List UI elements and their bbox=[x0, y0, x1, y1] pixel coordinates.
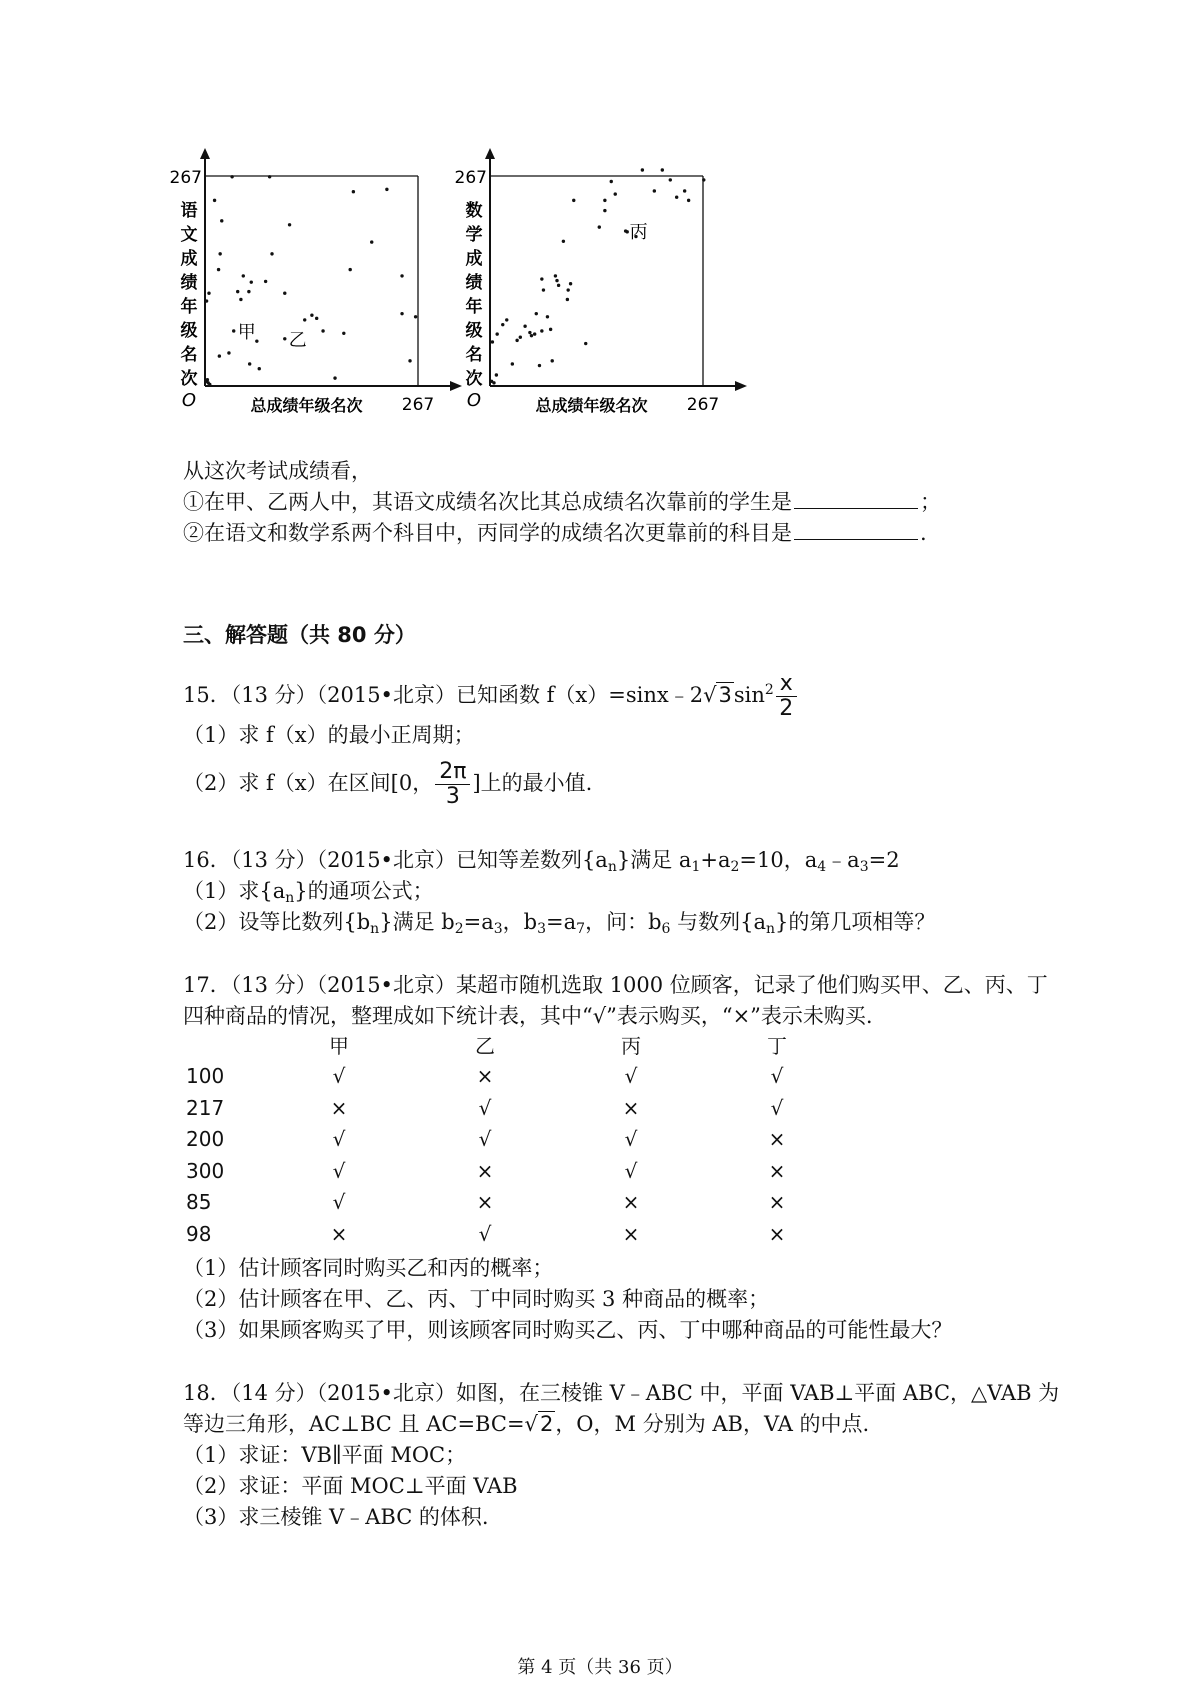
y-axis-label-char: 绩 bbox=[180, 273, 198, 293]
data-point bbox=[538, 364, 541, 367]
question-17-stem-line-1: 17．（13 分）（2015•北京）某超市随机选取 1000 位顾客，记录了他们购买甲、乙、丙、丁 bbox=[183, 973, 1048, 997]
question-16-part-1: （1）求$\{a_n\}$的通项公式； bbox=[183, 879, 434, 906]
table-count-cell: 217 bbox=[186, 1095, 225, 1120]
y-max-tick-label: 267 bbox=[454, 168, 487, 188]
origin-label: O bbox=[466, 390, 481, 411]
table-mark-cell: × bbox=[768, 1221, 786, 1246]
data-point bbox=[569, 282, 572, 285]
data-point bbox=[385, 188, 388, 191]
x-max-tick-label: 267 bbox=[401, 395, 435, 415]
data-point bbox=[551, 359, 554, 362]
table-count-cell: 200 bbox=[186, 1127, 225, 1152]
y-axis-label-char: 次 bbox=[180, 369, 198, 389]
table-mark-cell: × bbox=[330, 1095, 348, 1120]
table-mark-cell: × bbox=[622, 1190, 640, 1215]
y-axis-label-char: 数 bbox=[465, 201, 483, 221]
y-axis-label-char: 成 bbox=[465, 249, 483, 269]
data-point bbox=[492, 381, 495, 384]
data-point bbox=[528, 331, 531, 334]
data-point bbox=[239, 298, 242, 301]
question-17-stem-line-2: 四种商品的情况，整理成如下统计表，其中“√”表示购买，“×”表示未购买. bbox=[183, 1004, 873, 1028]
table-row bbox=[186, 1092, 850, 1124]
table-mark-cell: √ bbox=[478, 1095, 492, 1120]
data-point bbox=[242, 274, 245, 277]
purchase-table bbox=[186, 1029, 850, 1250]
data-point bbox=[610, 180, 613, 183]
table-mark-cell: √ bbox=[478, 1127, 492, 1152]
fraction-2pi-over-3: $\frac{2\pi}{3}$ bbox=[435, 760, 470, 809]
data-point bbox=[669, 178, 672, 181]
data-point bbox=[519, 336, 522, 339]
question-15-part-2: （2）求 f（x）在区间[0， $\frac{2\pi}{3}$ ]上的最小值. bbox=[183, 759, 593, 809]
y-axis-label-char: 次 bbox=[465, 369, 483, 389]
data-point bbox=[554, 274, 557, 277]
data-point bbox=[258, 367, 261, 370]
data-point bbox=[207, 291, 210, 294]
data-point bbox=[270, 252, 273, 255]
x-axis-label: 总成绩年级名次 bbox=[535, 396, 648, 415]
annotated-point bbox=[624, 229, 627, 232]
y-axis-label-char: 语 bbox=[180, 201, 198, 221]
table-mark-cell: √ bbox=[624, 1064, 638, 1089]
table-mark-cell: √ bbox=[624, 1127, 638, 1152]
x-axis-label: 总成绩年级名次 bbox=[250, 396, 363, 415]
y-axis-label-char: 文 bbox=[180, 225, 198, 245]
origin-label: O bbox=[181, 390, 196, 411]
table-mark-cell: √ bbox=[770, 1064, 784, 1089]
sqrt-2: √2 bbox=[524, 1412, 554, 1436]
table-count-cell: 300 bbox=[186, 1158, 225, 1183]
question-15-part-1: （1）求 f（x）的最小正周期； bbox=[183, 723, 475, 747]
data-point bbox=[230, 175, 233, 178]
data-point bbox=[495, 332, 498, 335]
table-mark-cell: × bbox=[622, 1221, 640, 1246]
data-point bbox=[661, 168, 664, 171]
data-point bbox=[217, 268, 220, 271]
data-point bbox=[530, 334, 533, 337]
data-point bbox=[495, 373, 498, 376]
data-point bbox=[218, 252, 221, 255]
table-row bbox=[186, 1155, 850, 1187]
data-point bbox=[283, 291, 286, 294]
data-point bbox=[562, 240, 565, 243]
data-point bbox=[342, 332, 345, 335]
table-mark-cell: × bbox=[768, 1190, 786, 1215]
data-point bbox=[584, 342, 587, 345]
data-point bbox=[208, 383, 211, 386]
scatter-chart-chinese bbox=[169, 145, 465, 445]
data-point bbox=[213, 199, 216, 202]
data-point bbox=[505, 318, 508, 321]
y-axis-label-char: 学 bbox=[465, 225, 483, 245]
data-point bbox=[566, 298, 569, 301]
table-row bbox=[186, 1061, 850, 1093]
question-14-part-2: ②在语文和数学系两个科目中，丙同学的成绩名次更靠前的科目是 . bbox=[183, 521, 927, 545]
question-18-part-3: （3）求三棱锥 V﹣ABC 的体积. bbox=[183, 1505, 489, 1529]
data-point bbox=[206, 378, 209, 381]
data-point bbox=[572, 199, 575, 202]
data-point bbox=[641, 168, 644, 171]
table-mark-cell: × bbox=[622, 1095, 640, 1120]
table-header-cell: 甲 bbox=[329, 1034, 349, 1059]
question-18-stem-line-2: 等边三角形，AC⊥BC 且 AC=BC=√2，O，M 分别为 AB，VA 的中点. bbox=[183, 1409, 869, 1439]
question-18-part-1: （1）求证：VB∥平面 MOC； bbox=[183, 1443, 467, 1467]
page-footer: 第 4 页（共 36 页） bbox=[517, 1657, 683, 1678]
table-mark-cell: × bbox=[768, 1127, 786, 1152]
data-point bbox=[321, 329, 324, 332]
y-axis-label-char: 级 bbox=[180, 321, 198, 341]
data-point bbox=[501, 323, 504, 326]
answer-blank-2[interactable] bbox=[794, 519, 918, 540]
point-annotation-label: 甲 bbox=[237, 321, 256, 343]
question-16-part-2: （2）设等比数列$\{b_n\}$满足 $b_2=a_3$，$b_3=a_7$，问：$b_6$ 与数列$\{a_n\}$的第几项相等？ bbox=[183, 910, 936, 937]
data-point bbox=[549, 328, 552, 331]
section-heading: 三、解答题（共 80 分） bbox=[183, 623, 416, 647]
y-max-tick-label: 267 bbox=[169, 168, 202, 188]
fraction-x-over-2: $\frac{x}{2}$ bbox=[776, 672, 797, 721]
y-axis-arrow bbox=[485, 148, 495, 159]
answer-blank-1[interactable] bbox=[794, 488, 918, 509]
data-point bbox=[400, 312, 403, 315]
table-mark-cell: × bbox=[768, 1158, 786, 1183]
data-point bbox=[236, 290, 239, 293]
point-annotation-label: 丙 bbox=[629, 222, 648, 244]
x-axis-arrow bbox=[735, 381, 747, 391]
data-point bbox=[523, 325, 526, 328]
question-17-part-2: （2）估计顾客在甲、乙、丙、丁中同时购买 3 种商品的概率； bbox=[183, 1287, 770, 1311]
question-17-part-3: （3）如果顾客购买了甲，则该顾客同时购买乙、丙、丁中哪种商品的可能性最大？ bbox=[183, 1318, 953, 1342]
data-point bbox=[288, 223, 291, 226]
table-mark-cell: × bbox=[330, 1221, 348, 1246]
table-header-cell: 丁 bbox=[767, 1034, 787, 1059]
data-point bbox=[400, 274, 403, 277]
table-row bbox=[186, 1124, 850, 1156]
table-count-cell: 100 bbox=[186, 1064, 225, 1089]
table-mark-cell: × bbox=[476, 1064, 494, 1089]
table-header-cell: 丙 bbox=[621, 1034, 641, 1059]
y-axis-label-char: 年 bbox=[465, 297, 483, 317]
table-header-cell: 乙 bbox=[475, 1034, 495, 1059]
data-point bbox=[205, 299, 208, 302]
question-18-part-2: （2）求证：平面 MOC⊥平面 VAB bbox=[183, 1474, 518, 1498]
data-point bbox=[220, 219, 223, 222]
y-axis-label-char: 年 bbox=[180, 297, 198, 317]
data-point bbox=[598, 225, 601, 228]
table-mark-cell: √ bbox=[332, 1064, 346, 1089]
data-point bbox=[310, 314, 313, 317]
table-mark-cell: √ bbox=[332, 1190, 346, 1215]
data-point bbox=[268, 175, 271, 178]
data-point bbox=[653, 189, 656, 192]
table-mark-cell: √ bbox=[478, 1221, 492, 1246]
table-mark-cell: × bbox=[476, 1190, 494, 1215]
question-18-stem-line-1: 18．（14 分）（2015•北京）如图，在三棱锥 V﹣ABC 中，平面 VAB⊥平面 ABC，△VAB 为 bbox=[183, 1381, 1060, 1405]
data-point bbox=[542, 288, 545, 291]
y-axis-label-char: 名 bbox=[180, 345, 198, 365]
data-point bbox=[702, 178, 705, 181]
data-point bbox=[370, 240, 373, 243]
annotated-point bbox=[283, 337, 286, 340]
question-15-stem: 15．（13 分）（2015•北京）已知函数 $f(x)=\sin x﹣2√3\sin^2$ $\frac{x}{2}$ bbox=[183, 670, 799, 721]
data-point bbox=[414, 315, 417, 318]
data-point bbox=[511, 362, 514, 365]
table-mark-cell: √ bbox=[332, 1127, 346, 1152]
data-point bbox=[227, 351, 230, 354]
y-axis-label-char: 绩 bbox=[465, 273, 483, 293]
table-mark-cell: √ bbox=[332, 1158, 346, 1183]
data-point bbox=[303, 318, 306, 321]
table-header-empty bbox=[186, 1029, 266, 1061]
scatter-chart-math bbox=[454, 145, 750, 445]
question-14-part-1: ①在甲、乙两人中，其语文成绩名次比其总成绩名次靠前的学生是 ； bbox=[183, 490, 941, 514]
data-point bbox=[218, 354, 221, 357]
data-point bbox=[533, 332, 536, 335]
y-axis-label-char: 成 bbox=[180, 249, 198, 269]
point-annotation-label: 乙 bbox=[288, 329, 307, 351]
table-mark-cell: √ bbox=[770, 1095, 784, 1120]
data-point bbox=[250, 280, 253, 283]
data-point bbox=[683, 189, 686, 192]
data-point bbox=[557, 284, 560, 287]
data-point bbox=[555, 279, 558, 282]
data-point bbox=[546, 315, 549, 318]
question-17-part-1: （1）估计顾客同时购买乙和丙的概率； bbox=[183, 1256, 554, 1280]
table-row bbox=[186, 1218, 850, 1250]
data-point bbox=[515, 339, 518, 342]
data-point bbox=[352, 190, 355, 193]
table-mark-cell: √ bbox=[624, 1158, 638, 1183]
y-axis-label-char: 名 bbox=[465, 345, 483, 365]
data-point bbox=[408, 359, 411, 362]
data-point bbox=[348, 268, 351, 271]
annotated-point bbox=[232, 329, 235, 332]
data-point bbox=[315, 317, 318, 320]
table-mark-cell: × bbox=[476, 1158, 494, 1183]
intro-text: 从这次考试成绩看， bbox=[183, 459, 372, 483]
data-point bbox=[540, 329, 543, 332]
table-count-cell: 98 bbox=[186, 1221, 212, 1246]
data-point bbox=[687, 199, 690, 202]
x-max-tick-label: 267 bbox=[686, 395, 720, 415]
question-16-stem: 16．（13 分）（2015•北京）已知等差数列$\{a_n\}$满足 $a_1+a_2=10$，$a_4﹣a_3=2$ bbox=[183, 848, 900, 875]
data-point bbox=[540, 277, 543, 280]
table-header-row bbox=[186, 1029, 850, 1061]
y-axis-label-char: 级 bbox=[465, 321, 483, 341]
table-row bbox=[186, 1187, 850, 1219]
data-point bbox=[264, 280, 267, 283]
data-point bbox=[333, 376, 336, 379]
data-point bbox=[603, 209, 606, 212]
data-point bbox=[675, 196, 678, 199]
data-point bbox=[247, 290, 250, 293]
data-point bbox=[603, 199, 606, 202]
sqrt-3: √3 bbox=[703, 683, 732, 707]
y-axis-arrow bbox=[200, 148, 210, 159]
data-point bbox=[491, 340, 494, 343]
data-point bbox=[566, 288, 569, 291]
table-count-cell: 85 bbox=[186, 1190, 212, 1215]
data-point bbox=[248, 362, 251, 365]
data-point bbox=[614, 192, 617, 195]
data-point bbox=[535, 312, 538, 315]
